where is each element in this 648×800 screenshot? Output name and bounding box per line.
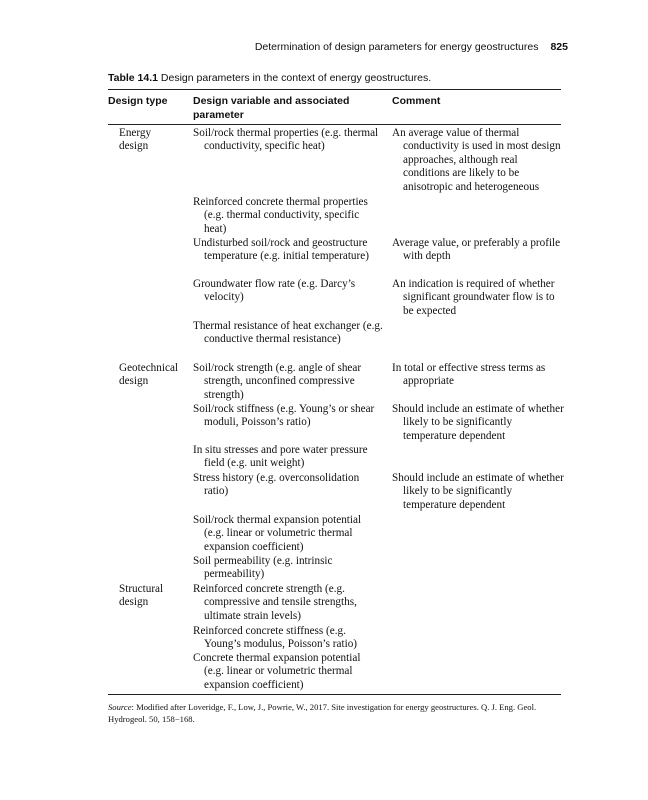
design-type-cell: Geotechnical design <box>119 362 179 388</box>
comment-cell: Should include an estimate of whether likely to be significantly temperature dependent <box>392 472 564 511</box>
design-variable-cell: Soil/rock stiffness (e.g. Young’s or shear moduli, Poisson’s ratio) <box>193 403 375 429</box>
comment-cell: Should include an estimate of whether likely to be significantly temperature dependent <box>392 403 564 442</box>
table-caption-text: Design parameters in the context of energy geostructures. <box>160 72 432 84</box>
comment-cell: Average value, or preferably a profile with depth <box>392 237 561 263</box>
table-header-rule <box>108 124 561 125</box>
design-type-cell: Energy design <box>119 127 152 153</box>
design-variable-cell: Reinforced concrete strength (e.g. compressive and tensile strengths, ultimate strain levels) <box>193 583 357 622</box>
design-variable-cell: Soil/rock thermal properties (e.g. thermal conductivity, specific heat) <box>193 127 379 153</box>
header-design-variable: Design variable and associated parameter <box>193 95 350 121</box>
table-caption-label: Table 14.1 <box>108 72 158 84</box>
table-bottom-rule <box>108 694 561 695</box>
running-title: Determination of design parameters for energy geostructures <box>254 41 539 53</box>
design-variable-cell: Undisturbed soil/rock and geostructure temperature (e.g. initial temperature) <box>193 237 369 263</box>
design-variable-cell: Soil permeability (e.g. intrinsic permeability) <box>193 555 333 581</box>
design-variable-cell: Concrete thermal expansion potential (e.g. linear or volumetric thermal expansion coefficient) <box>193 652 361 691</box>
header-comment: Comment <box>392 95 441 107</box>
design-type-cell: Structural design <box>119 583 164 609</box>
comment-cell: In total or effective stress terms as appropriate <box>392 362 546 388</box>
source-label: Source <box>108 702 132 712</box>
table-top-rule <box>108 89 561 90</box>
source-text: : Modified after Loveridge, F., Low, J., Powrie, W., 2017. Site investigation for energy geostructures. Q. J. Eng. Geol. Hydrogeol. 50, 158−168. <box>108 702 537 724</box>
page-number: 825 <box>550 41 568 53</box>
running-header <box>108 41 568 53</box>
design-variable-cell: Thermal resistance of heat exchanger (e.g. conductive thermal resistance) <box>193 320 383 346</box>
design-variable-cell: Reinforced concrete stiffness (e.g. Young’s modulus, Poisson’s ratio) <box>193 625 358 651</box>
design-variable-cell: Stress history (e.g. overconsolidation ratio) <box>193 472 360 498</box>
design-variable-cell: In situ stresses and pore water pressure field (e.g. unit weight) <box>193 444 368 470</box>
table-caption <box>108 72 431 84</box>
comment-cell: An indication is required of whether significant groundwater flow is to be expected <box>392 278 555 317</box>
table-source-note <box>108 701 561 725</box>
header-design-type: Design type <box>108 95 168 107</box>
design-variable-cell: Soil/rock thermal expansion potential (e.g. linear or volumetric thermal expansion coefficient) <box>193 514 362 553</box>
comment-cell: An average value of thermal conductivity is used in most design approaches, although real conditions are likely to be anisotropic and heterogeneous <box>392 127 561 193</box>
design-variable-cell: Groundwater flow rate (e.g. Darcy’s velocity) <box>193 278 356 304</box>
design-variable-cell: Soil/rock strength (e.g. angle of shear strength, unconfined compressive strength) <box>193 362 362 401</box>
design-variable-cell: Reinforced concrete thermal properties (e.g. thermal conductivity, specific heat) <box>193 196 368 235</box>
